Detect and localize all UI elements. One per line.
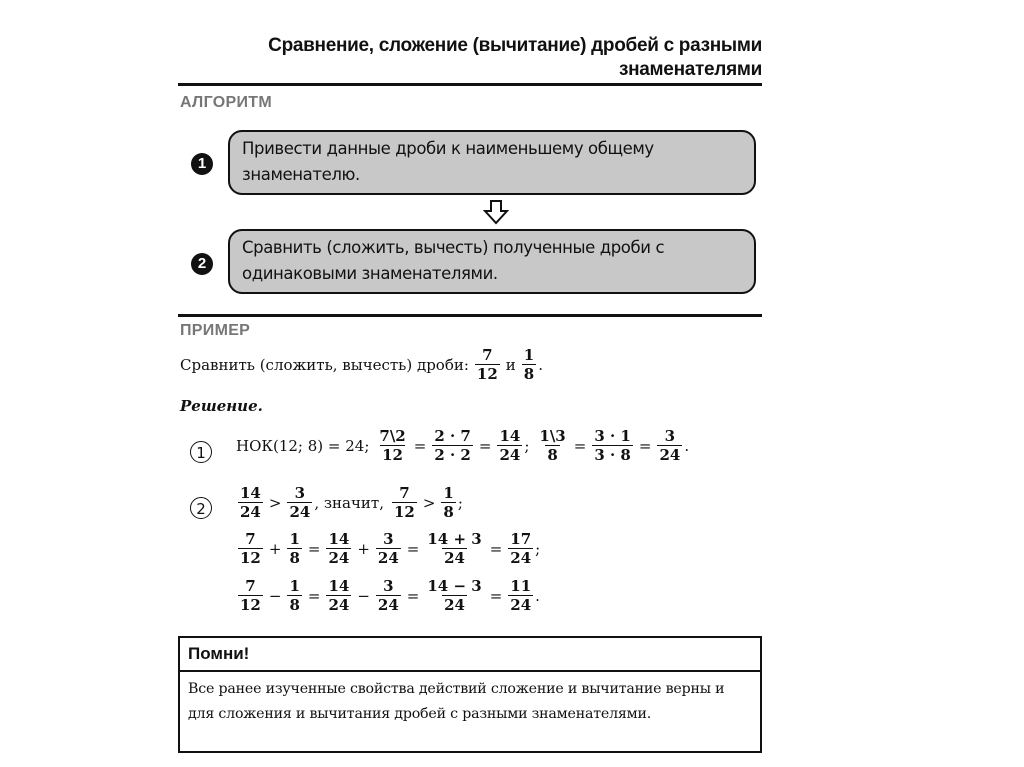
solution-step-1: НОК(12; 8) = 24; $\frac{7\backslash 2}{12}$ = $\frac{2 \cdot 7}{2 \cdot 2}$ = $\frac{14}{24}$ ; $\frac{1\backslash 3}{8}$ = $\frac{3 \cdot 1}{3 \cdot 8}$ = $\frac{3}{24}$ . <box>236 427 690 464</box>
fraction: $\frac{11}{24}$ <box>510 577 532 614</box>
fraction: $\frac{1\backslash 3}{8}$ <box>539 427 566 464</box>
fraction: $\frac{14 + 3}{24}$ <box>427 530 482 567</box>
page-title <box>182 34 762 82</box>
fraction: $\frac{7}{12}$ <box>393 484 415 521</box>
fraction: $\frac{3 \cdot 1}{3 \cdot 8}$ <box>594 427 631 464</box>
down-arrow-icon <box>483 199 509 225</box>
comparison-line: $\frac{14}{24}$ > $\frac{3}{24}$ , значит, $\frac{7}{12}$ > $\frac{1}{8}$ ; <box>240 484 463 521</box>
fraction: $\frac{14}{24}$ <box>328 577 350 614</box>
fraction: $\frac{7}{12}$ <box>240 530 261 567</box>
fraction: $\frac{1}{8}$ <box>289 530 300 567</box>
task-text: Сравнить (сложить, вычесть) дроби: <box>180 355 469 374</box>
algorithm-step-2: Сравнить (сложить, вычесть) полученные дроби с одинаковыми знаменателями. <box>228 229 756 294</box>
remember-title: Помни! <box>180 638 760 672</box>
solution-step-1-marker: 1 <box>190 441 212 463</box>
algorithm-label: АЛГОРИТМ <box>180 94 272 111</box>
fraction: $\frac{14}{24}$ <box>499 427 521 464</box>
addition-line: $\frac{7}{12}$ + $\frac{1}{8}$ = $\frac{14}{24}$ + $\frac{3}{24}$ = $\frac{14 + 3}{24}$ = $\frac{17}{24}$ ; <box>240 530 541 567</box>
example-label: ПРИМЕР <box>180 322 251 339</box>
fraction: $\frac{3}{24}$ <box>377 577 399 614</box>
section-divider <box>178 314 762 317</box>
title-line-1: Сравнение, сложение (вычитание) дробей с разными <box>268 35 762 56</box>
fraction: $\frac{3}{24}$ <box>377 530 399 567</box>
step-1-badge: 1 <box>191 153 213 175</box>
fraction: $\frac{2 \cdot 7}{2 \cdot 2}$ <box>434 427 471 464</box>
fraction: $\frac{14 - 3}{24}$ <box>427 577 482 614</box>
step-2-badge: 2 <box>191 253 213 275</box>
fraction: $\frac{7}{12}$ <box>476 346 498 383</box>
title-line-2: знаменателями <box>618 59 762 80</box>
fraction: $\frac{17}{24}$ <box>510 530 532 567</box>
solution-label: Решение. <box>180 397 263 415</box>
fraction: $\frac{1}{8}$ <box>289 577 300 614</box>
algorithm-step-1: Привести данные дроби к наименьшему общему знаменателю. <box>228 130 756 195</box>
fraction: $\frac{3}{24}$ <box>659 427 681 464</box>
fraction: $\frac{7}{12}$ <box>240 577 261 614</box>
solution-step-2-marker: 2 <box>190 497 212 519</box>
lcm-text: НОК(12; 8) = 24; <box>236 436 370 455</box>
fraction: $\frac{7\backslash 2}{12}$ <box>379 427 406 464</box>
remember-text: Все ранее изученные свойства действий сложение и вычитание верны и для сложения и вычитания дробей с разными знаменателями. <box>188 681 725 722</box>
fraction: $\frac{1}{8}$ <box>523 346 535 383</box>
example-task: Сравнить (сложить, вычесть) дроби: $\frac{7}{12}$ и $\frac{1}{8}$ . <box>180 346 544 383</box>
subtraction-line: $\frac{7}{12}$ − $\frac{1}{8}$ = $\frac{14}{24}$ − $\frac{3}{24}$ = $\frac{14 - 3}{24}$ = $\frac{11}{24}$ . <box>240 577 540 614</box>
title-divider <box>178 83 762 86</box>
remember-box <box>178 636 762 753</box>
fraction: $\frac{1}{8}$ <box>443 484 454 521</box>
fraction: $\frac{14}{24}$ <box>328 530 350 567</box>
fraction: $\frac{14}{24}$ <box>240 484 261 521</box>
fraction: $\frac{3}{24}$ <box>289 484 311 521</box>
